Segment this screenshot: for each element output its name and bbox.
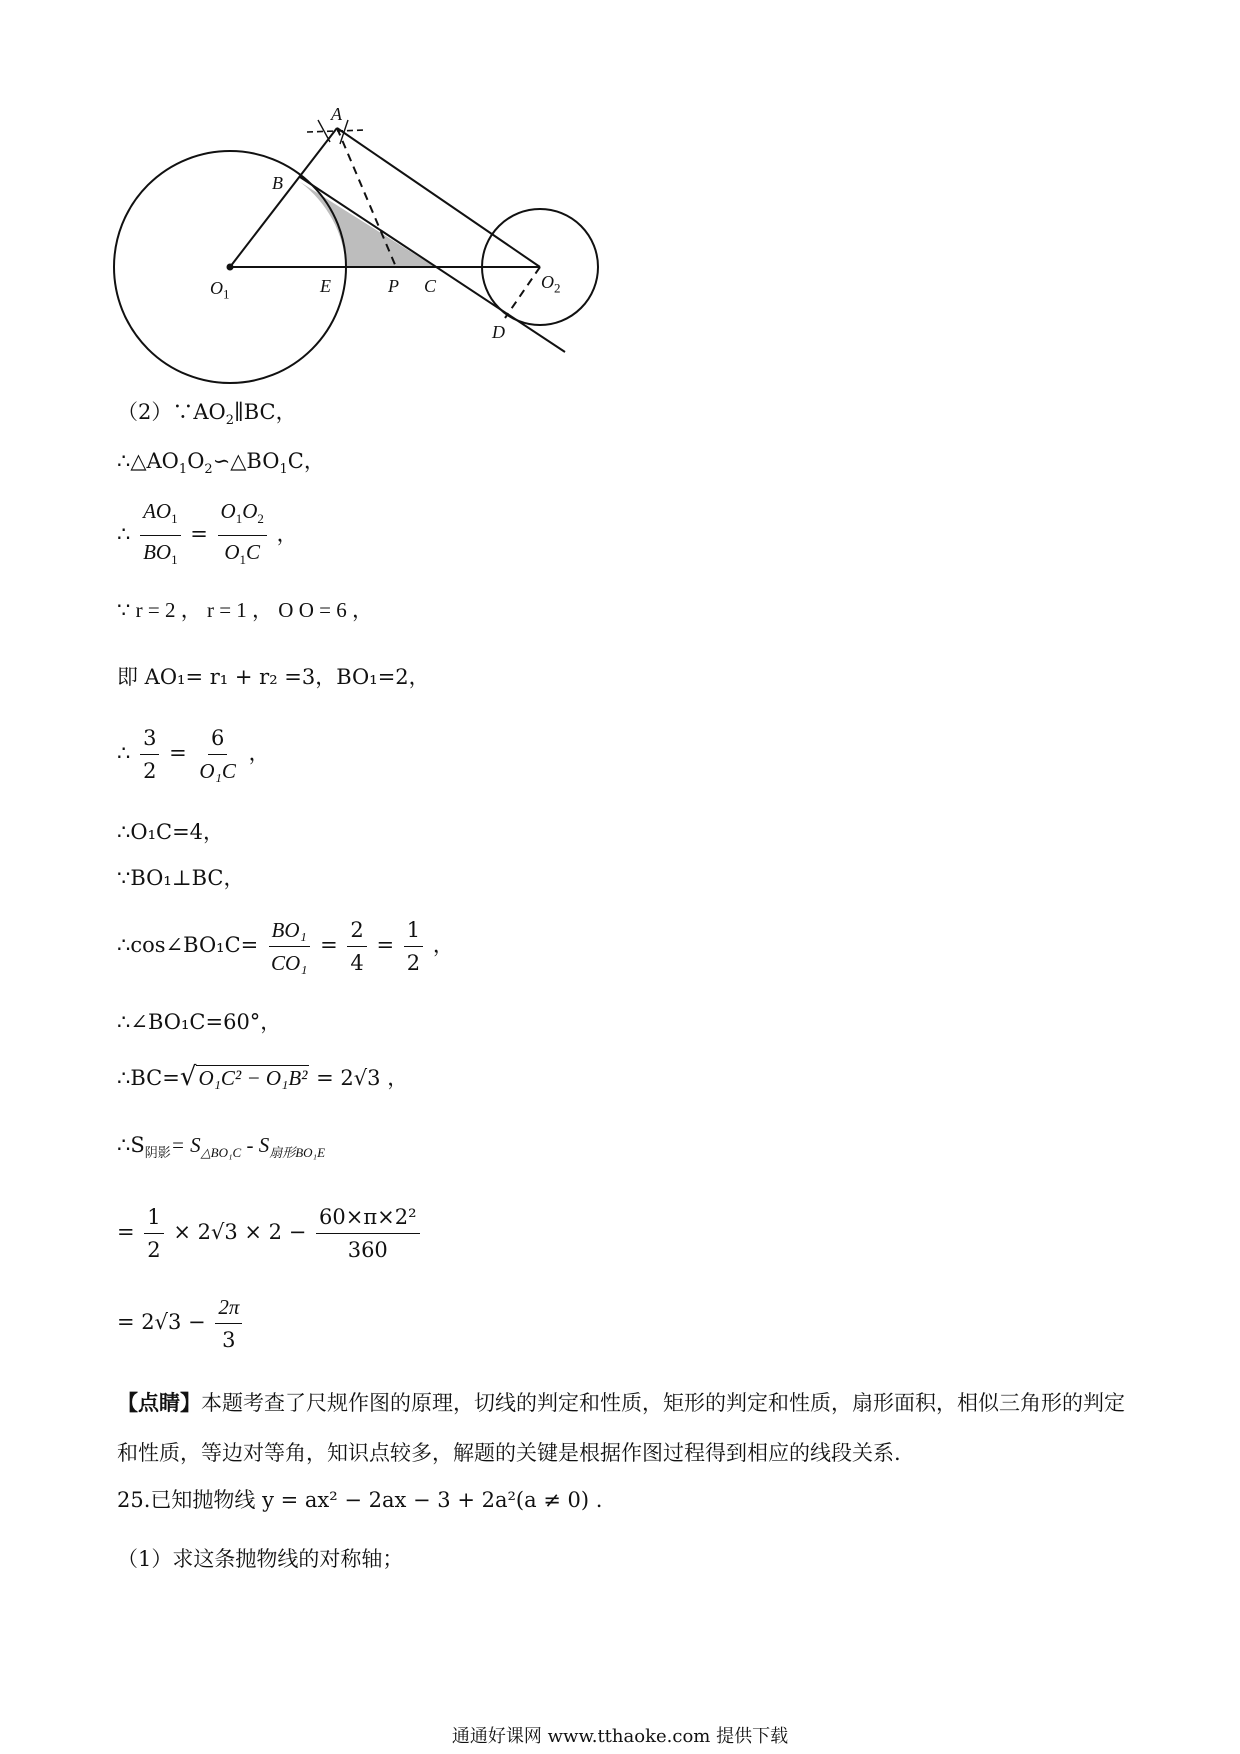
solution-line-11: ∴BC=√O₁C² − O₁B² = 2√3 ， — [117, 1062, 409, 1092]
geometry-figure — [0, 0, 640, 400]
fraction-3-2: $\frac{3}{2}$ — [140, 725, 159, 784]
solution-line-9: ∴cos∠BO₁C= $\frac{\text{BO₁}}{\text{CO₁}}$ = $\frac{2}{4}$ = $\frac{1}{2}$ ， — [117, 918, 454, 975]
question-25-part-1: （1）求这条抛物线的对称轴； — [117, 1547, 404, 1571]
solution-line-12: $\therefore S_{阴影}= S_{\triangle BO_1C} - S_{扇形BO_1E}$ — [117, 1133, 326, 1162]
label-c: C — [424, 276, 437, 296]
solution-line-2: $\therefore\triangle AO_1O_2∽\triangle BO_1C$， — [117, 449, 325, 478]
comment-tag: 【点睛】 — [117, 1390, 201, 1415]
center-dot-o1 — [227, 264, 234, 271]
dashed-o2d — [505, 267, 540, 318]
fraction-2-4: $\frac{2}{4}$ — [347, 917, 366, 976]
fraction-2pi-3: $\frac{2\pi}{3}$ — [215, 1294, 242, 1353]
label-o2: $O_2$ — [541, 272, 561, 296]
solution-line-13: = $\frac{1}{2}$ × 2√3 × 2 − $\frac{\text{60×π×2²}}{360}$ — [117, 1204, 423, 1263]
solution-line-3: ∴ $\frac{AO_1}{BO_1}$ = $\frac{O_1O_2}{O_1C}$ ， — [117, 498, 298, 573]
question-25: 25.已知抛物线 y = ax² − 2ax − 3 + 2a²(a ≠ 0) . — [117, 1488, 603, 1512]
label-a: A — [331, 104, 342, 124]
solution-line-5: 即 AO₁= r₁ + r₂ =3，BO₁=2， — [117, 665, 430, 689]
solution-line-7: ∴O₁C=4， — [117, 820, 225, 844]
label-e: E — [320, 276, 331, 296]
fraction-ao1-bo1: $\frac{AO_1}{BO_1}$ — [140, 498, 181, 573]
label-b: B — [272, 173, 283, 193]
solution-line-6: ∴ $\frac{3}{2}$ = $\frac{6}{\text{O₁C}}$ ， — [117, 726, 270, 783]
fraction-1-2: $\frac{1}{2}$ — [404, 917, 423, 976]
solution-line-8: ∵BO₁⊥BC， — [117, 866, 245, 890]
solution-line-1: $(2)\because AO_2\parallel BC$， — [117, 400, 297, 429]
footer-source: 通通好课网 www.tthaoke.com 提供下载 — [451, 1726, 789, 1747]
solution-line-10: ∴∠BO₁C=60°， — [117, 1010, 282, 1034]
label-d: D — [492, 322, 505, 342]
solution-line-14: = 2√3 − $\frac{2\pi}{3}$ — [117, 1294, 245, 1353]
line-bc — [300, 177, 565, 352]
solution-line-4: ∵ r = 2 ， r = 1 ， O O = 6 ， — [117, 598, 373, 622]
fraction-bo1-co1: $\frac{\text{BO₁}}{\text{CO₁}}$ — [268, 917, 310, 976]
label-o1: $O_1$ — [210, 278, 230, 302]
label-p: P — [388, 276, 399, 296]
dashed-construction-a — [307, 130, 366, 132]
fraction-sector-area: $\frac{\text{60×π×2²}}{360}$ — [316, 1204, 420, 1263]
fraction-6-o1c: $\frac{6}{\text{O₁C}}$ — [199, 726, 236, 783]
fraction-o1o2-o1c: $\frac{O_1O_2}{O_1C}$ — [218, 498, 267, 573]
comment-text: 本题考查了尺规作图的原理，切线的判定和性质，矩形的判定和性质，扇形面积，相似三角形的判定和性质，等边对等角，知识点较多，解题的关键是根据作图过程得到相应的线段关系. — [117, 1391, 1125, 1465]
comment-paragraph — [117, 1378, 1127, 1478]
fraction-1-2-area: $\frac{1}{2}$ — [144, 1204, 163, 1263]
